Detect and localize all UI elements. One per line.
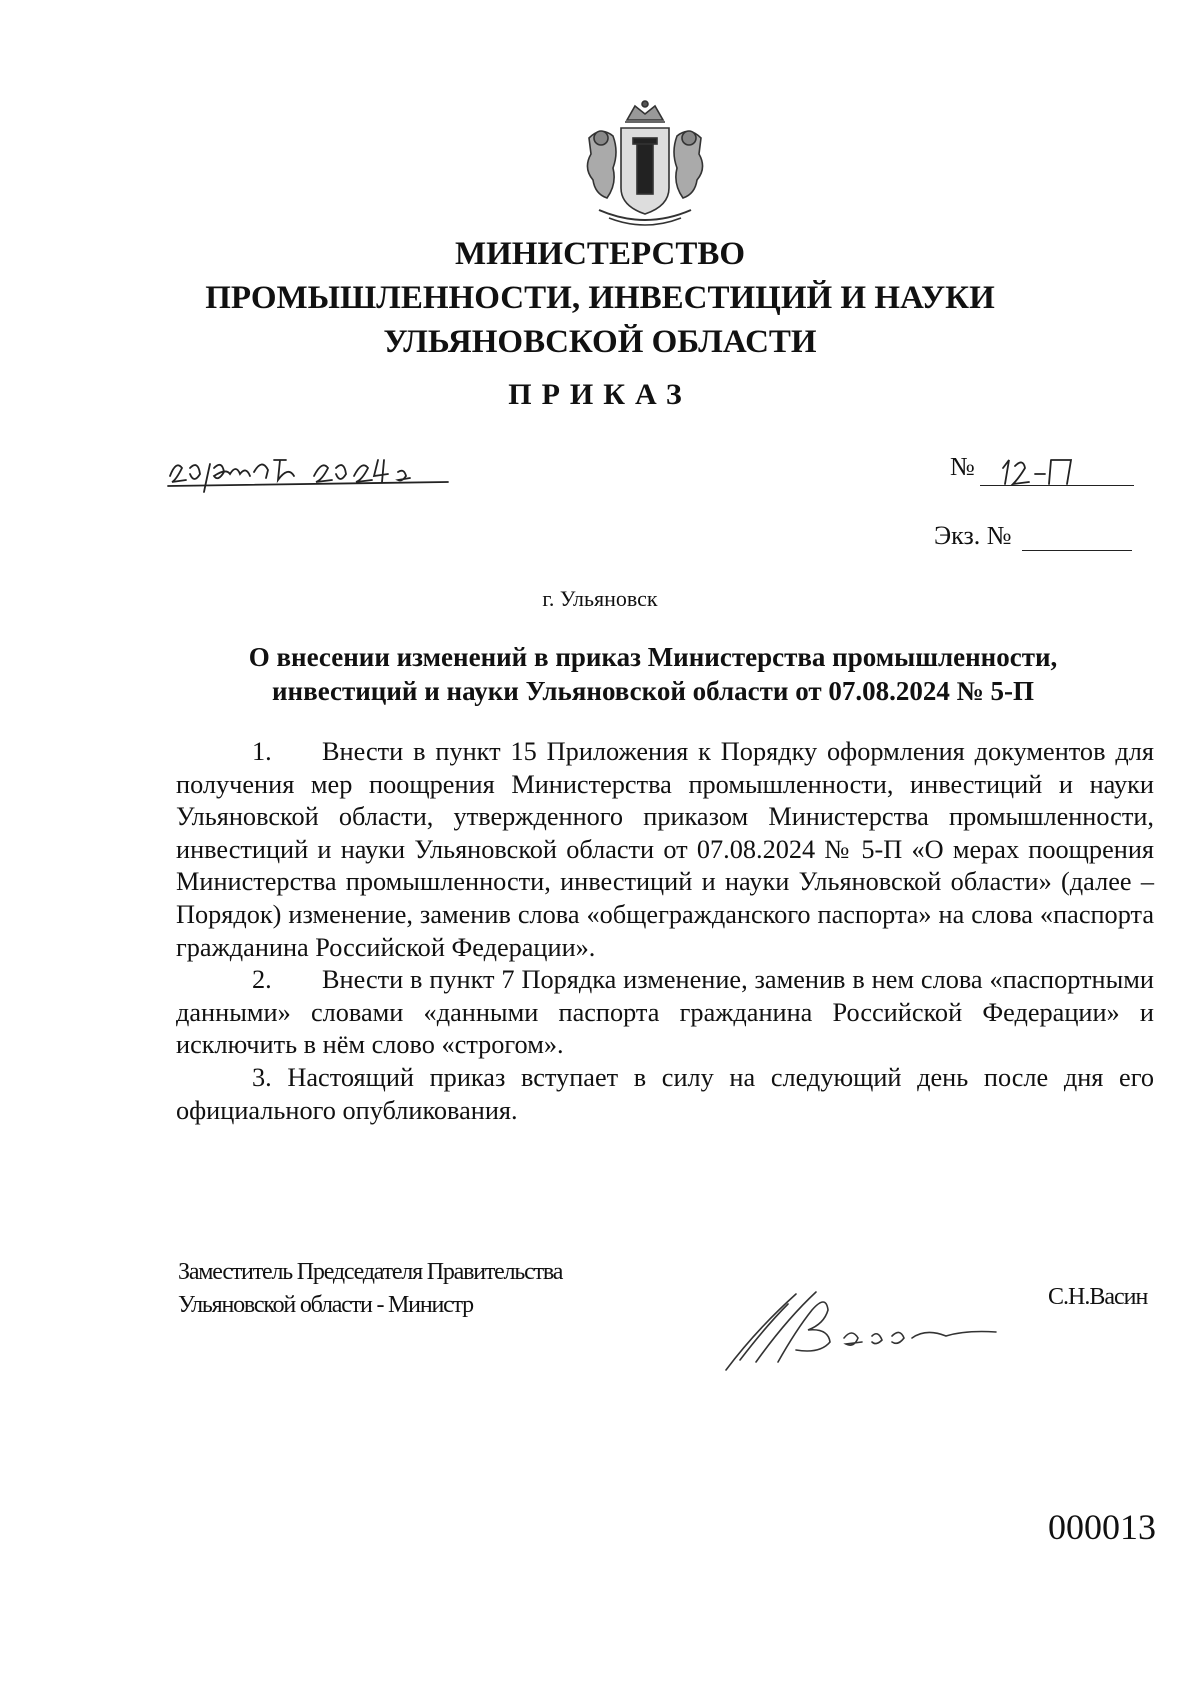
order-body: [176, 736, 1154, 1127]
order-title: ПРИКАЗ: [508, 378, 692, 411]
order-number-label: №: [950, 452, 975, 481]
signatory-title-line-1: Заместитель Председателя Правительства: [178, 1259, 563, 1285]
paragraph-3: 3. Настоящий приказ вступает в силу на следующий день после дня его официального опубликования.: [176, 1062, 1154, 1125]
copy-number-label: Экз. №: [934, 521, 1012, 550]
signatory-title: [178, 1256, 562, 1322]
paragraph-1-number: 1.: [252, 737, 272, 766]
signatory-title-line-2: Ульяновской области - Министр: [178, 1292, 473, 1318]
coat-of-arms-icon: [579, 98, 711, 232]
order-subject: [170, 640, 1136, 708]
paragraph-1-text: Внести в пункт 15 Приложения к Порядку оформления документов для получения мер поощрения Министерства промышленности, инвестиций и науки Ульяновской области, утвержденного приказом Министерства промышленности, инвестиций и науки Ульяновской области от 07.08.2024 № 5-П «О мерах поощрения Министерства промышленности, инвестиций и науки Ульяновской области» (далее – Порядок) изменение, заменив слова «общегражданского паспорта» на слова «паспорта гражданина Российской Федерации».: [176, 737, 1154, 962]
city: г. Ульяновск: [542, 586, 658, 611]
paragraph-2-text: Внести в пункт 7 Порядка изменение, заменив в нем слова «паспортными данными» словами «данными паспорта гражданина Российской Федерации» и исключить в нём слово «строгом».: [176, 965, 1154, 1060]
document-serial-number: 000013: [1048, 1507, 1156, 1547]
paragraph-2-number: 2.: [252, 965, 272, 995]
ministry-line-3: УЛЬЯНОВСКОЙ ОБЛАСТИ: [383, 324, 817, 360]
ministry-line-1: МИНИСТЕРСТВО: [454, 236, 746, 272]
handwritten-order-number: [995, 450, 1085, 490]
paragraph-2: [176, 964, 1154, 1062]
signatory-name: С.Н.Васин: [1048, 1284, 1148, 1310]
handwritten-signature: [716, 1280, 1016, 1380]
paragraph-1: [176, 736, 1154, 964]
copy-number-underline: [1022, 550, 1132, 551]
handwritten-date: [166, 446, 466, 496]
ministry-line-2: ПРОМЫШЛЕННОСТИ, ИНВЕСТИЦИЙ И НАУКИ: [205, 280, 995, 316]
order-subject-line-1: О внесении изменений в приказ Министерства промышленности,: [248, 642, 1058, 672]
order-subject-line-2: инвестиций и науки Ульяновской области от 07.08.2024 № 5-П: [272, 676, 1034, 706]
ministry-name: [0, 232, 1200, 364]
